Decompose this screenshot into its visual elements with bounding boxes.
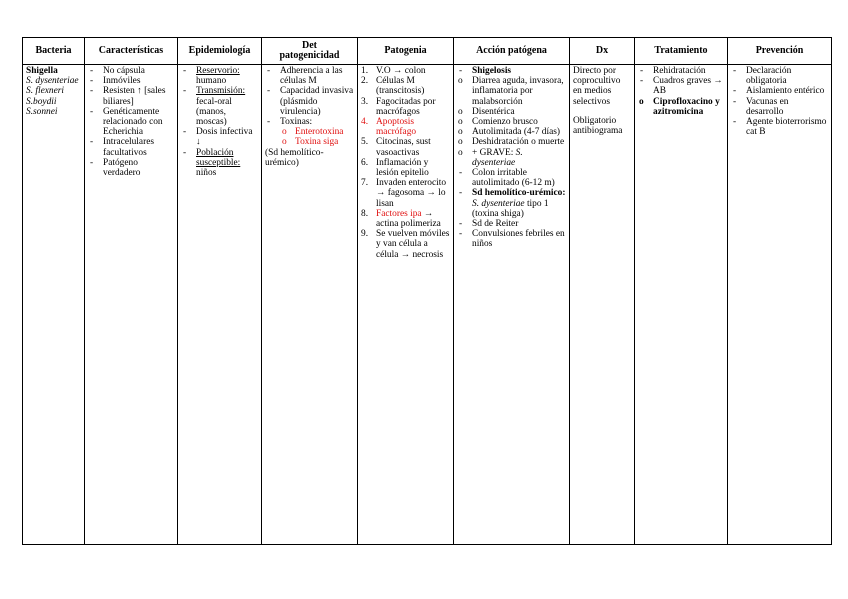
transmision-label: Transmisión: bbox=[196, 86, 246, 97]
list-item: - Capacidad invasiva (plásmido virulencia) bbox=[265, 86, 354, 117]
header-epidemiologia: Epidemiología bbox=[178, 38, 262, 65]
list-item: - Agente bioterrorismo cat B bbox=[731, 117, 828, 137]
dx-text: Obligatorio antibiograma bbox=[573, 115, 623, 137]
header-patogenia: Patogenia bbox=[358, 38, 454, 65]
list-item bbox=[457, 66, 566, 76]
factores-ipa-rest: → actina polimeriza bbox=[376, 208, 441, 230]
list-item: - Intracelulares facultativos bbox=[88, 137, 174, 157]
cell-epidemiologia bbox=[178, 65, 262, 545]
list-item: Apoptosis macrófago bbox=[376, 117, 417, 138]
list-item: Fagocitadas por macrófagos bbox=[376, 96, 436, 117]
cell-prevencion bbox=[728, 65, 832, 545]
list-item: - Convulsiones febriles en niños bbox=[457, 229, 566, 249]
list-item: - Dosis infectiva ↓ bbox=[181, 127, 258, 147]
list-item: o Disentérica bbox=[457, 107, 566, 117]
grave-species: S. dysenteriae bbox=[472, 147, 523, 168]
list-item: Se vuelven móviles y van célula a célula → necrosis bbox=[376, 229, 450, 260]
toxinas-label: Toxinas: bbox=[280, 117, 313, 128]
header-caracteristicas: Características bbox=[85, 38, 178, 65]
list-item bbox=[457, 188, 566, 219]
header-det-patogenicidad bbox=[262, 38, 358, 65]
bacteria-name: Shigella bbox=[26, 66, 58, 76]
list-item: Inflamación y lesión epitelio bbox=[376, 157, 429, 179]
list-item: o Diarrea aguda, invasora, inflamatoria por malabsorción bbox=[457, 76, 566, 107]
sd-rest: tipo 1 (toxina shiga) bbox=[472, 198, 549, 219]
cell-bacteria bbox=[23, 65, 85, 545]
poblacion-label: Población susceptible: bbox=[196, 147, 241, 168]
list-item bbox=[361, 209, 450, 229]
sd-species: S. dysenteriae bbox=[472, 198, 525, 209]
toxina-item: o Toxina siga bbox=[282, 137, 354, 147]
cell-caracteristicas bbox=[85, 65, 178, 545]
list-item: - Patógeno verdadero bbox=[88, 158, 174, 178]
list-item: - Resisten ↑ [sales biliares] bbox=[88, 86, 174, 106]
list-item: Invaden enterocito → fagosoma → lo lisan bbox=[376, 178, 447, 209]
list-item: o Deshidratación o muerte bbox=[457, 137, 566, 147]
list-item: Células M (transcitosis) bbox=[376, 76, 425, 97]
shigella-table bbox=[22, 37, 832, 545]
header-det-line1: Det bbox=[302, 40, 317, 51]
list-item: o Ciprofloxacino y azitromicina bbox=[638, 97, 724, 117]
list-item: - No cápsula bbox=[88, 66, 174, 76]
grave-prefix: + GRAVE: bbox=[472, 147, 514, 158]
list-item bbox=[265, 117, 354, 148]
list-item bbox=[181, 86, 258, 127]
toxina-item: o Enterotoxina bbox=[282, 127, 354, 137]
factores-ipa: Factores ipa bbox=[376, 208, 422, 219]
header-row bbox=[23, 38, 832, 65]
list-item: o Comienzo brusco bbox=[457, 117, 566, 127]
cell-patogenia bbox=[358, 65, 454, 545]
poblacion-value: niños bbox=[196, 168, 217, 179]
header-accion-patogena: Acción patógena bbox=[454, 38, 570, 65]
species-item: S. dysenteriae bbox=[26, 76, 79, 87]
transmision-value: fecal-oral (manos, moscas) bbox=[196, 96, 232, 128]
list-item: - Adherencia a las células M bbox=[265, 66, 354, 86]
list-item: - Sd de Reiter bbox=[457, 219, 566, 229]
cell-det-patogenicidad bbox=[262, 65, 358, 545]
list-item: - Cuadros graves → AB bbox=[638, 76, 724, 96]
shigelosis-label: Shigelosis bbox=[472, 66, 512, 76]
list-item: - Declaración obligatoria bbox=[731, 66, 828, 86]
reservorio-value: humano bbox=[196, 76, 227, 87]
list-item: - Genéticamente relacionado con Echerichia bbox=[88, 107, 174, 138]
cell-tratamiento bbox=[635, 65, 728, 545]
dx-text: Directo por coprocultivo en medios selectivos bbox=[573, 66, 621, 107]
cell-dx bbox=[570, 65, 635, 545]
list-item: Citocinas, sust vasoactivas bbox=[376, 137, 431, 158]
header-dx: Dx bbox=[570, 38, 635, 65]
list-item bbox=[457, 148, 566, 168]
list-item: o Autolimitada (4-7 días) bbox=[457, 127, 566, 137]
list-item: - Colon irritable autolimitado (6-12 m) bbox=[457, 168, 566, 188]
list-item bbox=[181, 66, 258, 86]
list-item bbox=[181, 148, 258, 179]
header-det-line2: patogenicidad bbox=[279, 50, 340, 61]
cell-accion-patogena bbox=[454, 65, 570, 545]
list-item: V.O → colon bbox=[376, 66, 426, 76]
list-item: - Rehidratación bbox=[638, 66, 724, 76]
species-item: S. flexneri bbox=[26, 86, 65, 97]
header-tratamiento: Tratamiento bbox=[635, 38, 728, 65]
reservorio-label: Reservorio: bbox=[196, 66, 240, 76]
list-item: - Aislamiento entérico bbox=[731, 86, 828, 96]
header-bacteria: Bacteria bbox=[23, 38, 85, 65]
header-prevencion: Prevención bbox=[728, 38, 832, 65]
det-nota: (Sd hemolítico-urémico) bbox=[265, 147, 324, 168]
species-item: S.sonnei bbox=[26, 106, 58, 117]
sd-label: Sd hemolítico-urémico: bbox=[472, 188, 566, 199]
table-row bbox=[23, 65, 832, 545]
species-item: S.boydii bbox=[26, 96, 57, 107]
list-item: - Vacunas en desarrollo bbox=[731, 97, 828, 117]
list-item: - Inmóviles bbox=[88, 76, 174, 86]
